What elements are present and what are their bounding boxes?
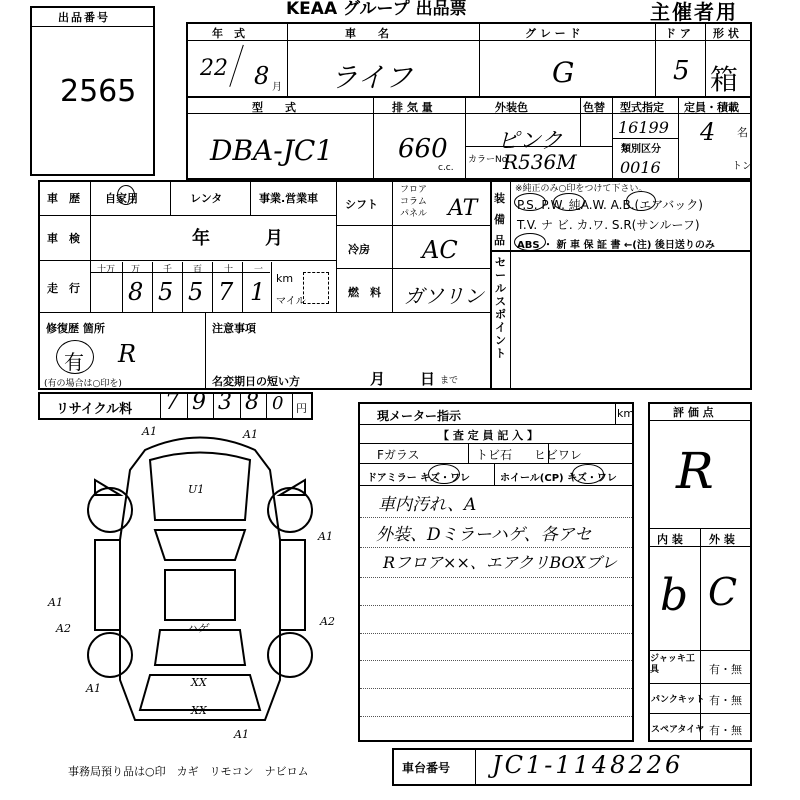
exterior-label: 外 装 [709,533,735,546]
month-value: 8 [254,62,270,90]
displacement-unit: c.c. [438,163,454,173]
sales-point-box [490,250,752,390]
repaint-label: 色替 [583,101,605,114]
exterior-value: C [708,570,738,614]
damage-mark: XX [191,676,207,689]
wheel-rear-right [268,633,312,677]
door-left-panel [95,540,120,630]
model-label: 型 式 [252,101,296,114]
equipment-line-2: T.V. ナ ビ. カ.ワ. S.R(サンルーフ) [517,218,700,232]
damage-mark: A1 [48,596,63,609]
repair-value: 有 [64,350,84,374]
mileage-label: 走 行 [47,282,80,295]
equipment-note: ※純正のみ○印をつけて下さい。 [515,184,648,194]
displacement-label: 排 気 量 [392,101,433,114]
damage-mark: A1 [318,530,333,543]
year-value: 22 [200,56,228,81]
tool-label-spare: スペアタイヤ [651,725,705,735]
capacity-value: 4 [700,118,716,146]
tool-label-jack: ジャッキ工具 [650,654,695,675]
equipment-line-1: P.S. P.W. 純A.W. A.B.(エアバック) [517,198,703,212]
damage-mark: A1 [243,428,258,441]
damage-mark: A1 [86,682,101,695]
damage-mark: A2 [56,622,71,635]
equipment-line-3: ABS ・ 新 車 保 証 書 ←(注) 後日送りのみ [517,240,715,251]
car-roof [165,570,235,620]
meter-unit: km [617,407,635,420]
damage-mark: A2 [320,615,335,628]
name-change-label: 名変期日の短い方 [212,375,300,388]
comment-3: Rフロア××、エアクリBOXブレ [383,553,618,572]
shift-option: コラム [400,197,427,207]
color-no-label: カラーNo. [468,155,510,165]
equipment-label-3: 品 [494,234,505,247]
mileage-digit: 7 [218,278,234,306]
history-option-business: 事業.営業車 [259,192,319,205]
type-designation-label: 型式指定 [620,101,664,114]
chassis-label: 車台番号 [402,761,451,775]
door-right-panel [280,540,305,630]
chassis-value: JC1-1148226 [492,751,684,779]
name-change-suffix: まで [440,376,459,386]
make-value: ライフ [330,61,413,94]
mileage-digit: 5 [158,278,174,306]
displacement-value: 660 [398,134,448,164]
damage-mark: U1 [188,483,205,496]
tool-value-jack: 有・無 [709,663,742,676]
lot-number-label: 出品番号 [58,11,110,24]
model-value: DBA-JC1 [210,134,334,167]
recycle-digit: 3 [218,390,232,415]
mileage-unit-mile: マイル [276,296,306,307]
repair-label: 修復歴 箇所 [46,322,105,335]
sales-point-label: セールスポイント [495,256,506,360]
ac-value: AC [422,236,458,264]
mileage-digit: 5 [188,278,204,306]
door-label: ド ア [665,27,691,40]
tool-value-spare: 有・無 [709,724,742,737]
inspection-year: 年 [192,228,210,249]
history-label: 車 歴 [47,192,80,205]
wheel-rear-left [88,633,132,677]
score-label: 評 価 点 [673,406,714,419]
auction-title: KEAA グループ 出品票 [286,0,467,19]
shift-label: シフト [345,198,378,211]
mileage-digit-label: 一 [254,265,264,275]
ton-unit: トン [732,161,752,172]
inspector-label: 【 査 定 員 記 入 】 [438,429,538,442]
fuel-label: 燃 料 [348,286,381,299]
interior-value: b [660,570,689,621]
capacity-label: 定員・積載 [684,101,739,114]
recycle-unit: 円 [296,402,307,415]
ac-label: 冷房 [348,243,370,256]
glass-label: Fガラス [377,448,420,462]
interior-label: 内 装 [657,533,683,546]
recycle-digit: 0 [272,393,284,414]
color-value: ピンク [497,129,563,154]
score-value: R [676,442,714,500]
damage-mark: A1 [142,425,157,438]
shift-option: フロア [400,185,428,195]
mileage-digit-label: 十 [224,265,234,275]
mirror-label: ドアミラー キズ・ワレ [367,473,470,484]
grade-label: グ レ ー ド [525,27,581,40]
category-value: 0016 [620,158,661,177]
lot-number: 2565 [60,74,137,109]
organizer-label: 主催者用 [650,0,738,24]
tool-label-puncture: パンクキット [651,695,705,705]
type-designation-value: 16199 [618,118,669,137]
mirror-left [95,480,120,495]
color-label: 外装色 [495,101,528,114]
recycle-label: リサイクル料 [56,402,133,417]
glass-options: トビ石 ヒビワレ [476,448,582,462]
month-unit: 月 [272,82,282,93]
color-no-value: R536M [503,150,577,174]
capacity-unit: 名 [737,126,748,139]
mileage-digit-label: 十万 [97,265,116,275]
tool-value-puncture: 有・無 [709,694,742,707]
mileage-digit-label: 百 [193,265,203,275]
body-value: 箱 [710,63,739,96]
shift-option: パネル [400,209,428,219]
mirror-right [280,480,305,495]
recycle-digit: 8 [245,390,259,415]
car-windshield [155,530,245,560]
inspection-month: 月 [265,228,283,249]
notes-label: 注意事項 [212,322,256,335]
make-label: 車 名 [345,27,389,40]
mileage-digit-label: 万 [131,265,141,275]
damage-mark: XX [191,704,207,717]
inspection-label: 車 検 [47,232,80,245]
mileage-unit-km: km [276,272,294,285]
equipment-label-1: 装 [494,192,505,205]
door-value: 5 [673,56,690,86]
history-option-private: 自家用 [105,192,138,205]
comment-1: 車内汚れ、A [378,495,477,515]
repair-location: R [118,340,137,368]
damage-mark: ハゲ [186,622,208,635]
recycle-digit: 9 [192,390,206,415]
office-note: 事務局預り品は○印 カギ リモコン ナビロム [68,765,309,778]
history-option-rental: レンタ [190,192,223,205]
name-change-month: 月 [370,370,386,388]
category-label: 類別区分 [621,144,661,155]
meter-label: 現メーター指示 [377,409,462,423]
mileage-digit-label: 千 [163,265,173,275]
mileage-digit: 8 [128,278,144,306]
comment-2: 外装、Dミラーハゲ、各アセ [376,525,592,545]
equipment-label-2: 備 [494,213,505,226]
wheel-label: ホイール(CP) キズ・ワレ [500,473,617,484]
fuel-value: ガソリン [404,284,484,308]
grade-value: G [552,56,575,89]
damage-mark: A1 [234,728,249,741]
body-label: 形 状 [713,27,739,40]
recycle-digit: 7 [165,390,179,415]
shift-value: AT [448,196,478,221]
repair-note: (有の場合は○印を) [44,379,122,389]
year-label: 年 式 [212,27,245,40]
mileage-digit: 1 [250,278,266,306]
name-change-day: 日 [420,370,436,388]
